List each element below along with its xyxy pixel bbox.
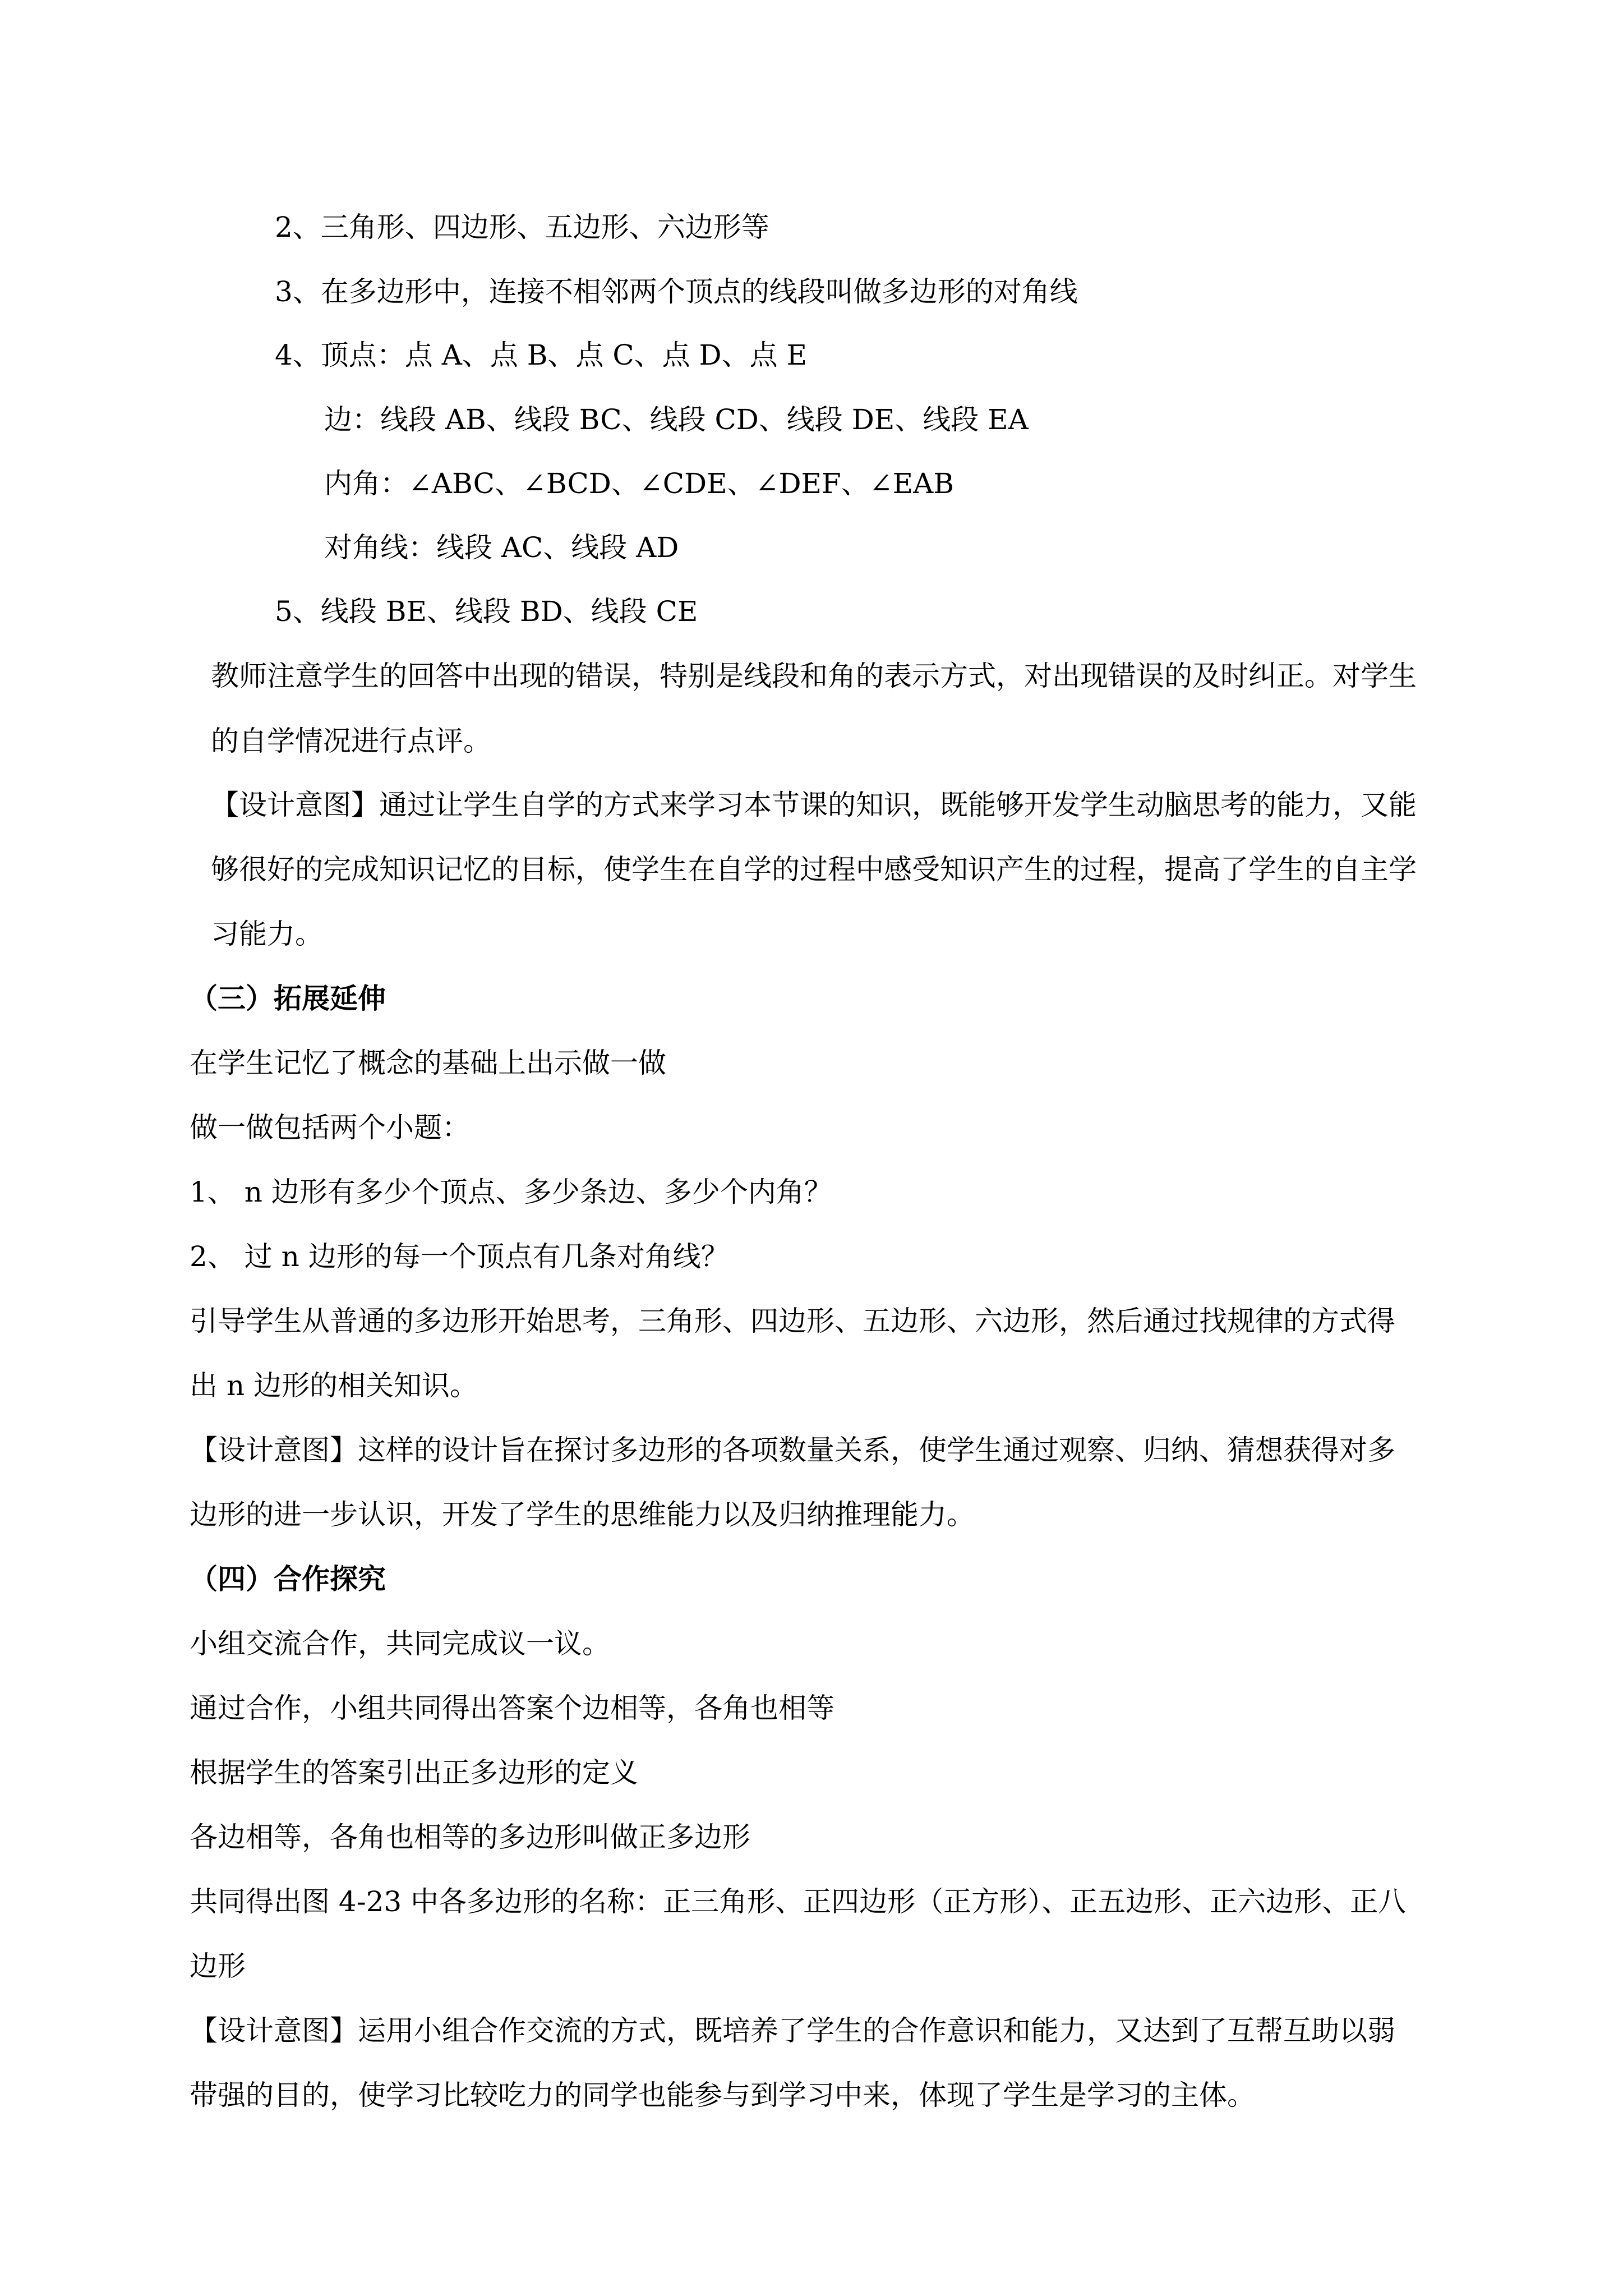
- section-heading-extension: （三）拓展延伸: [190, 982, 386, 1015]
- design-intent-3: 【设计意图】运用小组合作交流的方式，既培养了学生的合作意识和能力，又达到了互帮互助以弱: [190, 2014, 1395, 2047]
- design-intent-3-cont: 带强的目的，使学习比较吃力的同学也能参与到学习中来，体现了学生是学习的主体。: [190, 2079, 1255, 2111]
- paragraph-teacher-note: 教师注意学生的回答中出现的错误，特别是线段和角的表示方式，对出现错误的及时纠正。对学生: [211, 660, 1417, 692]
- figure-polygon-names: 共同得出图 4-23 中各多边形的名称：正三角形、正四边形（正方形）、正五边形、正六边形、正八: [190, 1885, 1407, 1918]
- design-intent-1-cont: 够很好的完成知识记忆的目标，使学生在自学的过程中感受知识产生的过程，提高了学生的自主学: [211, 853, 1417, 886]
- cooperation-definition-intro: 根据学生的答案引出正多边形的定义: [190, 1756, 638, 1789]
- section-heading-cooperation: （四）合作探究: [190, 1562, 386, 1595]
- answer-line-4-angles: 内角：∠ABC、∠BCD、∠CDE、∠DEF、∠EAB: [324, 467, 954, 500]
- cooperation-result: 通过合作，小组共同得出答案个边相等，各角也相等: [190, 1692, 834, 1724]
- cooperation-intro: 小组交流合作，共同完成议一议。: [190, 1627, 610, 1660]
- design-intent-2: 【设计意图】这样的设计旨在探讨多边形的各项数量关系，使学生通过观察、归纳、猜想获得对多: [190, 1434, 1395, 1466]
- design-intent-1-end: 习能力。: [211, 918, 323, 950]
- regular-polygon-definition: 各边相等，各角也相等的多边形叫做正多边形: [190, 1821, 750, 1853]
- extension-guidance-cont: 出 n 边形的相关知识。: [190, 1369, 478, 1402]
- question-1: 1、 n 边形有多少个顶点、多少条边、多少个内角？: [190, 1176, 832, 1208]
- extension-questions-intro: 做一做包括两个小题：: [190, 1111, 470, 1144]
- extension-intro: 在学生记忆了概念的基础上出示做一做: [190, 1047, 666, 1079]
- answer-line-5: 5、线段 BE、线段 BD、线段 CE: [275, 595, 698, 628]
- answer-line-2: 2、三角形、四边形、五边形、六边形等: [275, 211, 769, 243]
- question-2: 2、 过 n 边形的每一个顶点有几条对角线？: [190, 1240, 729, 1273]
- answer-line-4-edges: 边：线段 AB、线段 BC、线段 CD、线段 DE、线段 EA: [324, 403, 1029, 436]
- figure-polygon-names-cont: 边形: [190, 1950, 246, 1982]
- answer-line-4: 4、顶点：点 A、点 B、点 C、点 D、点 E: [275, 339, 807, 371]
- answer-line-3: 3、在多边形中，连接不相邻两个顶点的线段叫做多边形的对角线: [275, 275, 1078, 308]
- extension-guidance: 引导学生从普通的多边形开始思考，三角形、四边形、五边形、六边形，然后通过找规律的方式得: [190, 1305, 1395, 1337]
- design-intent-2-cont: 边形的进一步认识，开发了学生的思维能力以及归纳推理能力。: [190, 1498, 975, 1531]
- design-intent-1: 【设计意图】通过让学生自学的方式来学习本节课的知识，既能够开发学生动脑思考的能力，又能: [211, 789, 1417, 821]
- answer-line-4-diagonals: 对角线：线段 AC、线段 AD: [324, 531, 679, 564]
- paragraph-teacher-note-cont: 的自学情况进行点评。: [211, 725, 491, 757]
